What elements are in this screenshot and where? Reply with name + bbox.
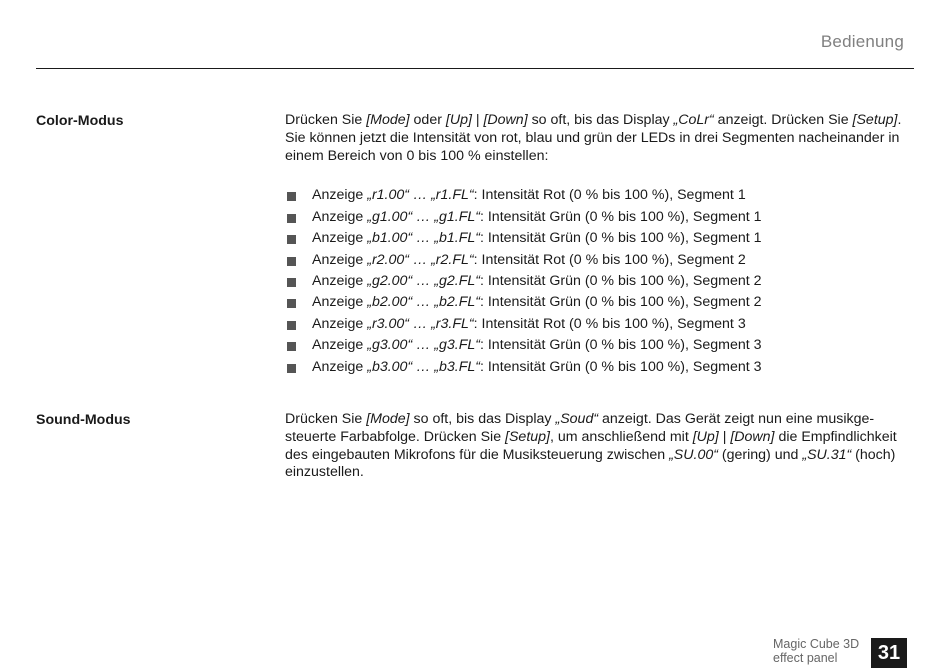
text-run: , um anschließend mit	[550, 428, 693, 445]
color-mode-heading: Color-Modus	[36, 113, 124, 129]
footer-product-name	[773, 637, 859, 665]
square-bullet-icon	[287, 278, 296, 287]
page-header-title: Bedienung	[820, 32, 904, 51]
bullet-prefix: Anzeige	[312, 230, 368, 247]
square-bullet-icon	[287, 214, 296, 223]
bullet-description: : Intensität Rot (0 % bis 100 %), Segment 2	[473, 251, 746, 268]
bullet-description: : Intensität Grün (0 % bis 100 %), Segment 2	[479, 294, 762, 311]
text-run: Drücken Sie	[285, 112, 367, 128]
text-run: . Sie können jetzt die Intensität von rot, blau und grün der LEDs in drei Segmenten nacheinander in einem Bereich von 0 bis 100 % einstellen:	[285, 112, 902, 164]
square-bullet-icon	[287, 364, 296, 373]
square-bullet-icon	[287, 257, 296, 266]
text-run: so oft, bis das Display	[409, 411, 556, 427]
text-run: anzeigt. Das Gerät zeigt nun eine musikgesteuerte Farbabfolge. Drücken Sie	[285, 411, 875, 445]
footer-product-line-1: Magic Cube 3D	[773, 637, 860, 651]
ui-term: [Down]	[730, 428, 775, 445]
ui-term: [Up]	[692, 428, 719, 445]
ui-term: „CoLr“	[673, 112, 714, 128]
square-bullet-icon	[287, 299, 296, 308]
square-bullet-icon	[287, 321, 296, 330]
ui-term: [Down]	[483, 112, 528, 128]
list-item	[285, 314, 913, 335]
list-item	[285, 271, 913, 292]
text-run: oder	[409, 112, 446, 128]
color-mode-paragraph	[285, 112, 913, 165]
bullet-description: : Intensität Grün (0 % bis 100 %), Segment 1	[479, 208, 762, 225]
square-bullet-icon	[287, 235, 296, 244]
text-run: (gering) und	[717, 446, 803, 463]
bullet-prefix: Anzeige	[312, 315, 368, 332]
square-bullet-icon	[287, 192, 296, 201]
display-code: „r2.00“ … „r2.FL“	[367, 251, 474, 268]
display-code: „b3.00“ … „b3.FL“	[367, 358, 480, 375]
bullet-description: : Intensität Grün (0 % bis 100 %), Segment 3	[479, 337, 762, 354]
page-number-badge: 31	[871, 638, 907, 668]
sound-mode-heading: Sound-Modus	[36, 412, 131, 428]
display-code: „r1.00“ … „r1.FL“	[367, 187, 474, 204]
sound-mode-body	[285, 411, 913, 482]
ui-term: „Soud“	[555, 411, 599, 427]
ui-term: [Setup]	[505, 428, 550, 445]
bullet-description: : Intensität Grün (0 % bis 100 %), Segment 1	[479, 230, 762, 247]
ui-term: „SU.31“	[802, 446, 852, 463]
text-run: so oft, bis das Display	[527, 112, 674, 128]
bullet-prefix: Anzeige	[312, 251, 368, 268]
display-code: „b2.00“ … „b2.FL“	[367, 294, 480, 311]
bullet-description: : Intensität Grün (0 % bis 100 %), Segment 3	[479, 358, 762, 375]
display-code: „b1.00“ … „b1.FL“	[367, 230, 480, 247]
text-run: |	[471, 112, 484, 128]
display-code: „g3.00“ … „g3.FL“	[367, 337, 480, 354]
ui-term: „SU.00“	[669, 446, 718, 463]
text-run: anzeigt. Drücken Sie	[713, 112, 853, 128]
bullet-description: : Intensität Grün (0 % bis 100 %), Segment 2	[479, 273, 762, 290]
bullet-prefix: Anzeige	[312, 208, 368, 225]
color-mode-body	[285, 112, 913, 378]
bullet-description: : Intensität Rot (0 % bis 100 %), Segment 3	[473, 315, 746, 332]
list-item	[285, 292, 913, 313]
bullet-prefix: Anzeige	[312, 294, 368, 311]
bullet-prefix: Anzeige	[312, 187, 368, 204]
list-item	[285, 185, 913, 206]
header-divider	[36, 68, 914, 69]
text-run: die Empfindlichkeit des eingebauten Mikrofons für die Musiksteuerung zwischen	[285, 428, 897, 463]
bullet-prefix: Anzeige	[312, 358, 368, 375]
ui-term: [Mode]	[366, 411, 410, 427]
display-code: „g2.00“ … „g2.FL“	[367, 273, 480, 290]
list-item	[285, 357, 913, 378]
footer-product-line-2: effect panel	[773, 651, 838, 665]
square-bullet-icon	[287, 342, 296, 351]
display-code: „r3.00“ … „r3.FL“	[367, 315, 474, 332]
text-run: |	[718, 428, 731, 445]
ui-term: [Up]	[445, 112, 472, 128]
sound-mode-paragraph	[285, 411, 913, 482]
list-item	[285, 207, 913, 228]
list-item	[285, 228, 913, 249]
ui-term: [Setup]	[852, 112, 898, 128]
display-code: „g1.00“ … „g1.FL“	[367, 208, 480, 225]
bullet-prefix: Anzeige	[312, 337, 368, 354]
color-mode-bullet-list	[285, 185, 913, 378]
list-item	[285, 250, 913, 271]
bullet-description: : Intensität Rot (0 % bis 100 %), Segment 1	[473, 187, 746, 204]
list-item	[285, 335, 913, 356]
bullet-prefix: Anzeige	[312, 273, 368, 290]
ui-term: [Mode]	[366, 112, 410, 128]
text-run: Drücken Sie	[285, 411, 367, 427]
text-run: (hoch) einzustellen.	[285, 446, 896, 481]
